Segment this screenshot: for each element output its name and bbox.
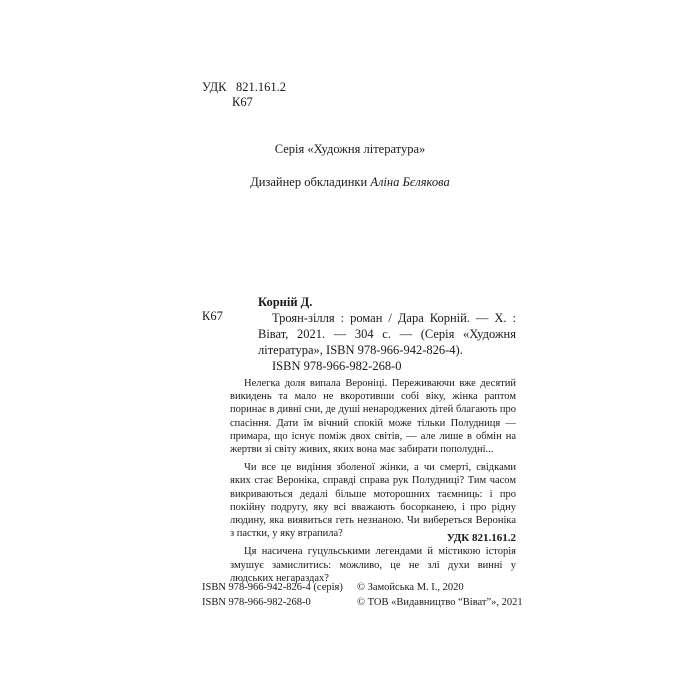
book-description: Троян-зілля : роман / Дара Корній. — Х. : Віват, 2021. — 304 с. — (Серія «Художня література», ISBN 978-966-942-826-4). [258,311,516,357]
designer-prefix: Дизайнер обкладинки [250,175,368,189]
isbn-book: ISBN 978-966-982-268-0 [202,597,311,608]
copyright-list [357,580,523,610]
bibliographic-record [258,294,516,374]
biblio-code: К67 [202,309,223,323]
annotation [230,377,516,590]
book-isbn: ISBN 978-966-982-268-0 [272,359,402,373]
author-name: Корній Д. [258,295,313,309]
udk-number: 821.161.2 [236,80,286,94]
annotation-paragraph: Нелегка доля випала Вероніці. Переживаючи вже десятий викидень та мало не вкоротивши собі віку, жінка раптом поринає в дивні сни, де душі ненароджених дітей благають про спасіння. Дати їм вічний спокій може тільки Полудниця — примара, що існує поміж двох світів, — але лише в обмін на жертви зі світу живих, яких вона має забирати пополудні... [230,378,516,456]
annotation-paragraph: Ця насичена гуцульськими легендами й містикою історія змушує замислитись: можливо, це не злі духи винні у людських негараздах? [230,546,516,584]
isbn-list [202,580,343,610]
annotation-paragraph: Чи все це видіння зболеної жінки, а чи смерті, свідками яких стає Вероніка, справді справа рук Полудниці? Тим часом викриваються дедалі більше моторошних таємниць: і про покійну подругу, яку всі вважають босорканею, і про рідну людину, яка виявиться геть незнаною. Чи вибереться Вероніка з пастки, у яку втрапила? [230,462,516,540]
author-code: К67 [232,95,253,109]
udk-footer: УДК 821.161.2 [446,532,516,544]
udk-label: УДК [202,80,227,94]
series-title: Серія «Художня література» [274,142,426,156]
copyright-author: © Замойська М. І., 2020 [357,582,464,593]
udk-header [202,80,286,110]
designer-name: Аліна Бєлякова [370,175,450,189]
isbn-series: ISBN 978-966-942-826-4 (серія) [202,582,343,593]
cover-designer [0,175,700,190]
copyright-publisher: © ТОВ «Видавництво “Віват”», 2021 [357,597,523,608]
